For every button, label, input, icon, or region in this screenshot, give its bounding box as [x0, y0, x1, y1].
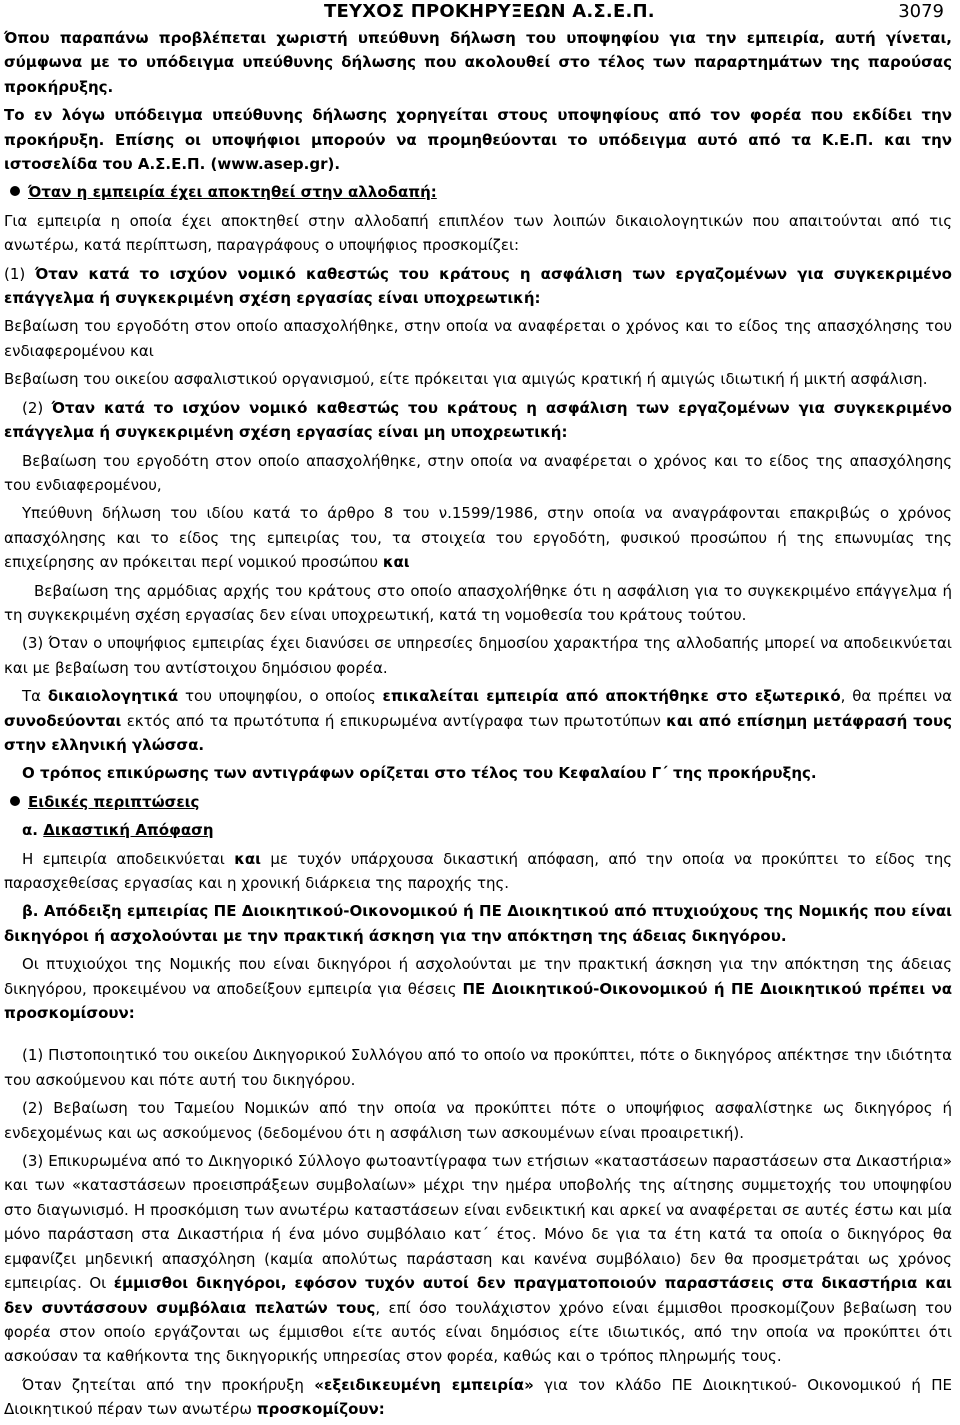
final-text-2: «εξειδικευμένη εμπειρία»	[314, 1375, 534, 1394]
docs-text-1: Τα	[22, 687, 42, 706]
case-2-number: (2)	[22, 398, 44, 417]
case-1-item-a: Βεβαίωση του εργοδότη στον οποίο απασχολήθηκε, στην οποία να αναφέρεται ο χρόνος και το είδος της απασχόλησης του ενδιαφερομένου και	[4, 317, 952, 360]
documents-paragraph	[4, 684, 952, 757]
case-2-title: Όταν κατά το ισχύον νομικό καθεστώς του κράτους η ασφάλιση των εργαζομένων για συγκεκριμένο επάγγελμα ή συγκεκριμένη σχέση εργασίας είναι μη υποχρεωτική:	[4, 398, 952, 442]
case-1-title: Όταν κατά το ισχύον νομικό καθεστώς του κράτους η ασφάλιση των εργαζομένων για συγκεκριμένο επάγγελμα ή συγκεκριμένη σχέση εργασίας είναι υποχρεωτική:	[4, 264, 952, 308]
court-heading-line	[4, 818, 952, 842]
abroad-heading-line	[4, 180, 952, 204]
lawyers-item-3-text-2: , επί όσο τουλάχιστον χρόνο είναι έμμισθοι προσκομίζουν βεβαίωση του φορέα στον οποίο εργάζονται ως έμμισθοι είτε αυτός είναι δημόσιος είτε ιδιωτικός, από την οποία να προκύπτει ότι ασκούσαν τα καθήκοντα της δικηγορικής υπηρεσίας στον φορέα, καθώς και ο τρόπος πληρωμής τους.	[4, 1298, 953, 1366]
case-2-item-b	[4, 501, 952, 574]
lawyers-intro-bold: ΠΕ Διοικητικού-Οικονομικού ή ΠΕ Διοικητικού πρέπει να προσκομίσουν:	[4, 979, 952, 1023]
case-2-item-b-text: Υπεύθυνη δήλωση του ιδίου κατά το άρθρο 8 του ν.1599/1986, στην οποία να αναγράφονται επακριβώς ο χρόνος απασχόλησης και το είδος της εμπειρίας του, τα στοιχεία του εργοδότη, φυσικού προσώπου ή της επωνυμίας της επιχείρησης αν πρόκειται περί νομικού προσώπου	[4, 504, 952, 572]
docs-text-7: εκτός από τα πρωτότυπα ή επικυρωμένα αντίγραφα των πρωτοτύπων	[126, 711, 661, 730]
docs-text-2: δικαιολογητικά	[47, 687, 179, 706]
final-text-4: προσκομίζουν:	[256, 1400, 385, 1419]
court-and: και	[234, 849, 262, 868]
page-header	[4, 0, 952, 26]
lawyers-item-3	[4, 1149, 952, 1369]
docs-text-3: του υποψηφίου, ο οποίος	[185, 687, 376, 706]
case-3: (3) Όταν ο υποψήφιος εμπειρίας έχει διανύσει σε υπηρεσίες δημοσίου χαρακτήρα της αλλοδαπής μπορεί να αποδεικνύεται και με βεβαίωση του αντίστοιχου δημόσιου φορέα.	[4, 634, 952, 677]
certification-note: Ο τρόπος επικύρωσης των αντιγράφων ορίζεται στο τέλος του Κεφαλαίου Γ΄ της προκήρυξης.	[22, 764, 817, 783]
lawyers-heading: β. Απόδειξη εμπειρίας ΠΕ Διοικητικού-Οικονομικού ή ΠΕ Διοικητικού από πτυχιούχους της Νομικής που είναι δικηγόροι ή ασχολούνται με την πρακτική άσκηση για την απόκτηση της άδειας δικηγόρου.	[4, 902, 952, 945]
final-text-1: Όταν ζητείται από την προκήρυξη	[22, 1375, 304, 1394]
court-heading: Δικαστική Απόφαση	[43, 821, 214, 840]
court-text-1: Η εμπειρία αποδεικνύεται	[22, 849, 225, 868]
court-heading-prefix: α.	[22, 821, 39, 840]
spacer	[4, 1029, 952, 1043]
lawyers-item-3-text-1: (3) Επικυρωμένα από το Δικηγορικό Σύλλογο φωτοαντίγραφα των ετήσιων «καταστάσεων παραστάσεων στα Δικαστήρια» και των «καταστάσεων προεισπράξεων συμβολαίων» μέχρι την ημέρα υποβολής της αίτησης συμμετοχής του υποψηφίου στο διαγωνισμό. Η προσκόμιση των ανωτέρω καταστάσεων είναι ενδεικτική και αρκεί να αναφέρεται σε αυτές έστω και μία μόνο παράσταση στα Δικαστήρια ή ένα μόνο συμβόλαιο κατ΄ έτος. Μόνο δε για τα έτη κατά τα οποία ο δικηγόρος θα εμφανίζει μηδενική απασχόληση (καμία απολύτως παράσταση και κανένα συμβόλαιο) δεν θα προσμετράται ως χρόνος εμπειρίας. Οι	[4, 1152, 952, 1293]
special-cases-line	[4, 790, 952, 814]
docs-text-6: συνοδεύονται	[4, 711, 122, 730]
case-2-title-line	[4, 396, 952, 445]
case-1-number: (1)	[4, 264, 26, 283]
bullet-icon	[10, 796, 20, 806]
abroad-heading: Όταν η εμπειρία έχει αποκτηθεί στην αλλοδαπή:	[28, 183, 437, 202]
abroad-intro: Για εμπειρία η οποία έχει αποκτηθεί στην αλλοδαπή επιπλέον των λοιπών δικαιολογητικών που απαιτούνται από τις ανωτέρω, κατά περίπτωση, παραγράφους ο υποψήφιος προσκομίζει:	[4, 211, 952, 255]
lawyers-intro-text: Οι πτυχιούχοι της Νομικής που είναι δικηγόροι ή ασχολούνται με την πρακτική άσκηση για την απόκτηση της άδειας δικηγόρου, προκειμένου να αποδείξουν εμπειρία για θέσεις	[4, 955, 952, 998]
final-text-3: για τον κλάδο ΠΕ Διοικητικού- Οικονομικού ή ΠΕ Διοικητικού πέραν των ανωτέρω	[4, 1375, 952, 1419]
page-number: 3079	[898, 1, 944, 22]
case-2-item-b-and: και	[382, 553, 410, 572]
court-text-2: με τυχόν υπάρχουσα δικαστική απόφαση, από την οποία να προκύπτει το είδος της παρασχεθείσας εργασίας και η χρονική διάρκεια της παροχής της.	[4, 849, 952, 892]
special-cases-heading: Ειδικές περιπτώσεις	[28, 792, 200, 811]
lawyers-item-2: (2) Βεβαίωση του Ταμείου Νομικών από την οποία να προκύπτει πότε ο υποψήφιος ασφαλίστηκε ως δικηγόρος ή ενδεχομένως και ως ασκούμενος (δεδομένου ότι η ασφάλιση των ασκουμένων είναι προαιρετική).	[4, 1099, 952, 1142]
bullet-icon	[10, 186, 20, 196]
lawyers-intro	[4, 952, 952, 1025]
lawyers-item-3-bold: έμμισθοι δικηγόροι, εφόσον τυχόν αυτοί δεν πραγματοποιούν παραστάσεις στα δικαστήρια και δεν συντάσσουν συμβόλαια πελατών τους	[4, 1274, 952, 1317]
paragraph-template-availability: Το εν λόγω υπόδειγμα υπεύθυνης δήλωσης χορηγείται στους υποψηφίους από τον φορέα που εκδίδει την προκήρυξη. Επίσης οι υποψήφιοι μπορούν να προμηθεύονται το υπόδειγμα αυτό από τα Κ.Ε.Π. και την ιστοσελίδα του Α.Σ.Ε.Π. (www.asep.gr).	[4, 106, 952, 174]
court-paragraph	[4, 847, 952, 896]
docs-text-8: και από επίσημη μετάφρασή τους στην ελληνική γλώσσα.	[4, 711, 952, 754]
docs-text-5: , θα πρέπει να	[840, 687, 952, 706]
paragraph-declaration: Όπου παραπάνω προβλέπεται χωριστή υπεύθυνη δήλωση του υποψηφίου για την εμπειρία, αυτή γίνεται, σύμφωνα με το υπόδειγμα υπεύθυνης δήλωσης που ακολουθεί στο τέλος των παραρτημάτων της παρούσας προκήρυξης.	[4, 29, 952, 96]
docs-text-4: επικαλείται εμπειρία από αποκτήθηκε στο εξωτερικό	[382, 687, 841, 706]
final-paragraph	[4, 1373, 952, 1422]
case-2-item-a: Βεβαίωση του εργοδότη στον οποίο απασχολήθηκε, στην οποία να αναφέρεται ο χρόνος και το είδος της απασχόλησης του ενδιαφερομένου,	[4, 451, 952, 494]
issue-title: ΤΕΥΧΟΣ ΠΡΟΚΗΡΥΞΕΩΝ Α.Σ.Ε.Π.	[324, 1, 655, 22]
case-1-item-b: Βεβαίωση του οικείου ασφαλιστικού οργανισμού, είτε πρόκειται για αμιγώς κρατική ή αμιγώς ιδιωτική ή μικτή ασφάλιση.	[4, 370, 928, 389]
lawyers-item-1: (1) Πιστοποιητικό του οικείου Δικηγορικού Συλλόγου από το οποίο να προκύπτει, πότε ο δικηγόρος απέκτησε την ιδιότητα του ασκούμενου και πότε αυτή του δικηγόρου.	[4, 1046, 952, 1089]
case-2-item-c: Βεβαίωση της αρμόδιας αρχής του κράτους στο οποίο απασχολήθηκε ότι η ασφάλιση για το συγκεκριμένο επάγγελμα ή τη συγκεκριμένη σχέση εργασίας δεν είναι υποχρεωτική, κατά τη νομοθεσία του κράτους τούτου.	[4, 581, 952, 624]
case-1-title-line	[4, 262, 952, 311]
